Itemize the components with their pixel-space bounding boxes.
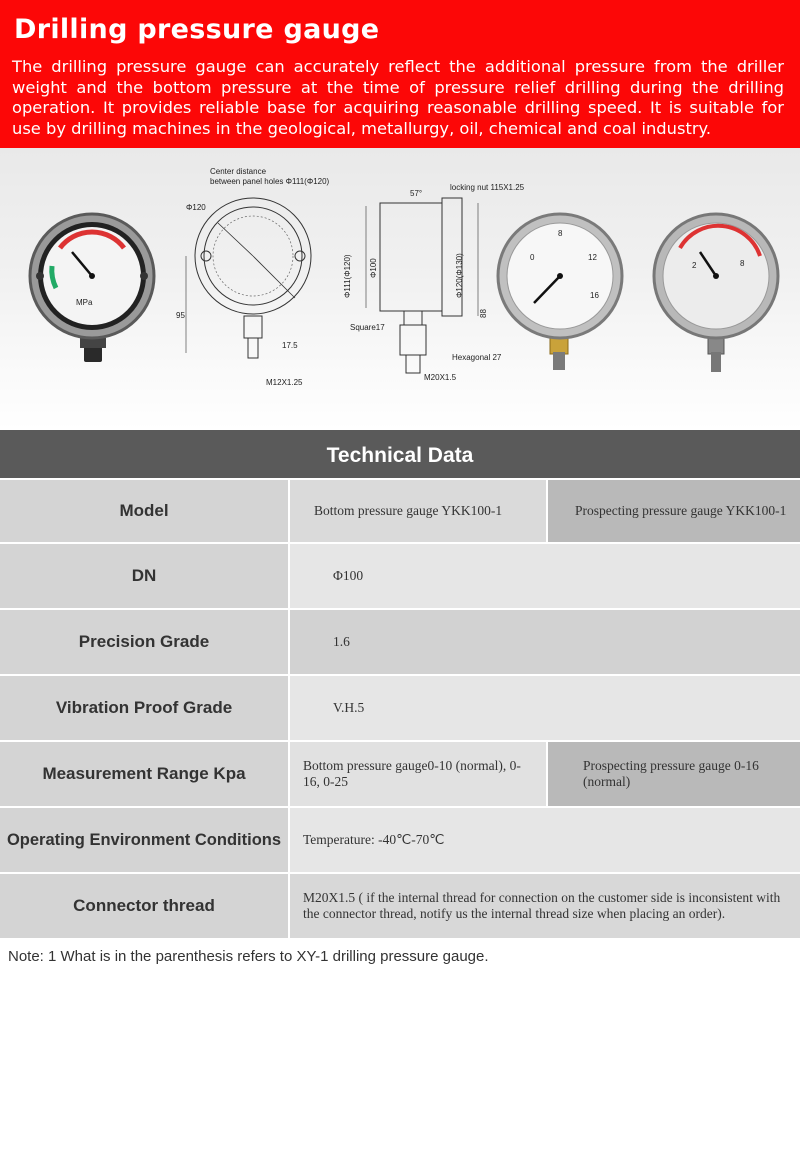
page-title: Drilling pressure gauge: [14, 14, 380, 45]
table-row-connector-thread: [0, 874, 800, 940]
svg-text:12: 12: [588, 253, 597, 262]
svg-text:Hexagonal 27: Hexagonal 27: [452, 353, 502, 362]
row-value-prospecting: Prospecting pressure gauge 0-16 (normal): [548, 742, 800, 806]
svg-text:M20X1.5: M20X1.5: [424, 373, 457, 382]
svg-text:57°: 57°: [410, 189, 423, 198]
technical-data-title: Technical Data: [0, 430, 800, 478]
svg-text:88: 88: [479, 309, 488, 318]
svg-text:between panel holes Φ111(Φ120): between panel holes Φ111(Φ120): [210, 177, 330, 186]
footnote: Note: 1 What is in the parenthesis refers to XY-1 drilling pressure gauge.: [8, 948, 489, 965]
row-value: 1.6: [290, 610, 800, 674]
table-row-vibration: [0, 676, 800, 742]
prospecting-pressure-gauge-image: [498, 214, 622, 370]
row-label: Measurement Range Kpa: [0, 742, 288, 806]
table-row-environment: [0, 808, 800, 874]
product-images: [0, 148, 800, 430]
svg-text:2: 2: [692, 261, 697, 270]
svg-text:Φ100: Φ100: [369, 258, 378, 278]
technical-data-table: [0, 480, 800, 940]
svg-text:M12X1.25: M12X1.25: [266, 378, 303, 387]
table-row-dn: [0, 544, 800, 610]
svg-text:MPa: MPa: [76, 298, 93, 307]
svg-text:Φ120: Φ120: [186, 203, 206, 212]
svg-text:95: 95: [176, 311, 185, 320]
product-photo-strip: [0, 148, 800, 430]
row-label: Precision Grade: [0, 610, 288, 674]
row-value-bottom: Bottom pressure gauge0-10 (normal), 0-16, 0-25: [290, 742, 546, 806]
product-description: The drilling pressure gauge can accurately reflect the additional pressure from the driller weight and the bottom pressure at the time of pressure relief drilling during the drilling operation. It provides reliable base for acquiring reasonable drilling speed. It is suitable for use by drilling machines in the geological, metallurgy, oil, chemical and coal industry.: [12, 57, 784, 138]
svg-text:Square17: Square17: [350, 323, 385, 332]
row-value: M20X1.5 ( if the internal thread for connection on the customer side is inconsistent with the connector thread, notify us the internal thread size when placing an order).: [290, 874, 800, 938]
front-view-drawing: [176, 167, 330, 387]
row-value: V.H.5: [290, 676, 800, 740]
table-row-measurement-range: [0, 742, 800, 808]
row-label: DN: [0, 544, 288, 608]
svg-text:16: 16: [590, 291, 599, 300]
row-label: Connector thread: [0, 874, 288, 938]
header-banner: [0, 0, 800, 148]
row-value: Φ100: [290, 544, 800, 608]
drilling-pressure-gauge-image: [654, 214, 778, 372]
svg-text:0: 0: [530, 253, 535, 262]
svg-text:17.5: 17.5: [282, 341, 298, 350]
svg-text:8: 8: [558, 229, 563, 238]
svg-text:locking nut 115X1.25: locking nut 115X1.25: [450, 183, 525, 192]
bottom-pressure-gauge-image: [30, 214, 154, 362]
table-row-precision: [0, 610, 800, 676]
row-value: Temperature: -40℃-70℃: [290, 808, 800, 872]
svg-text:Φ120(Φ130): Φ120(Φ130): [455, 253, 464, 298]
svg-text:Center distance: Center distance: [210, 167, 267, 176]
svg-text:Φ111(Φ120): Φ111(Φ120): [343, 254, 352, 298]
row-value-prospecting: Prospecting pressure gauge YKK100-1: [548, 480, 800, 542]
svg-text:8: 8: [740, 259, 745, 268]
row-value-bottom: Bottom pressure gauge YKK100-1: [290, 480, 546, 542]
row-label: Operating Environment Conditions: [0, 808, 288, 872]
row-label: Model: [0, 480, 288, 542]
table-row-model: [0, 480, 800, 544]
row-label: Vibration Proof Grade: [0, 676, 288, 740]
